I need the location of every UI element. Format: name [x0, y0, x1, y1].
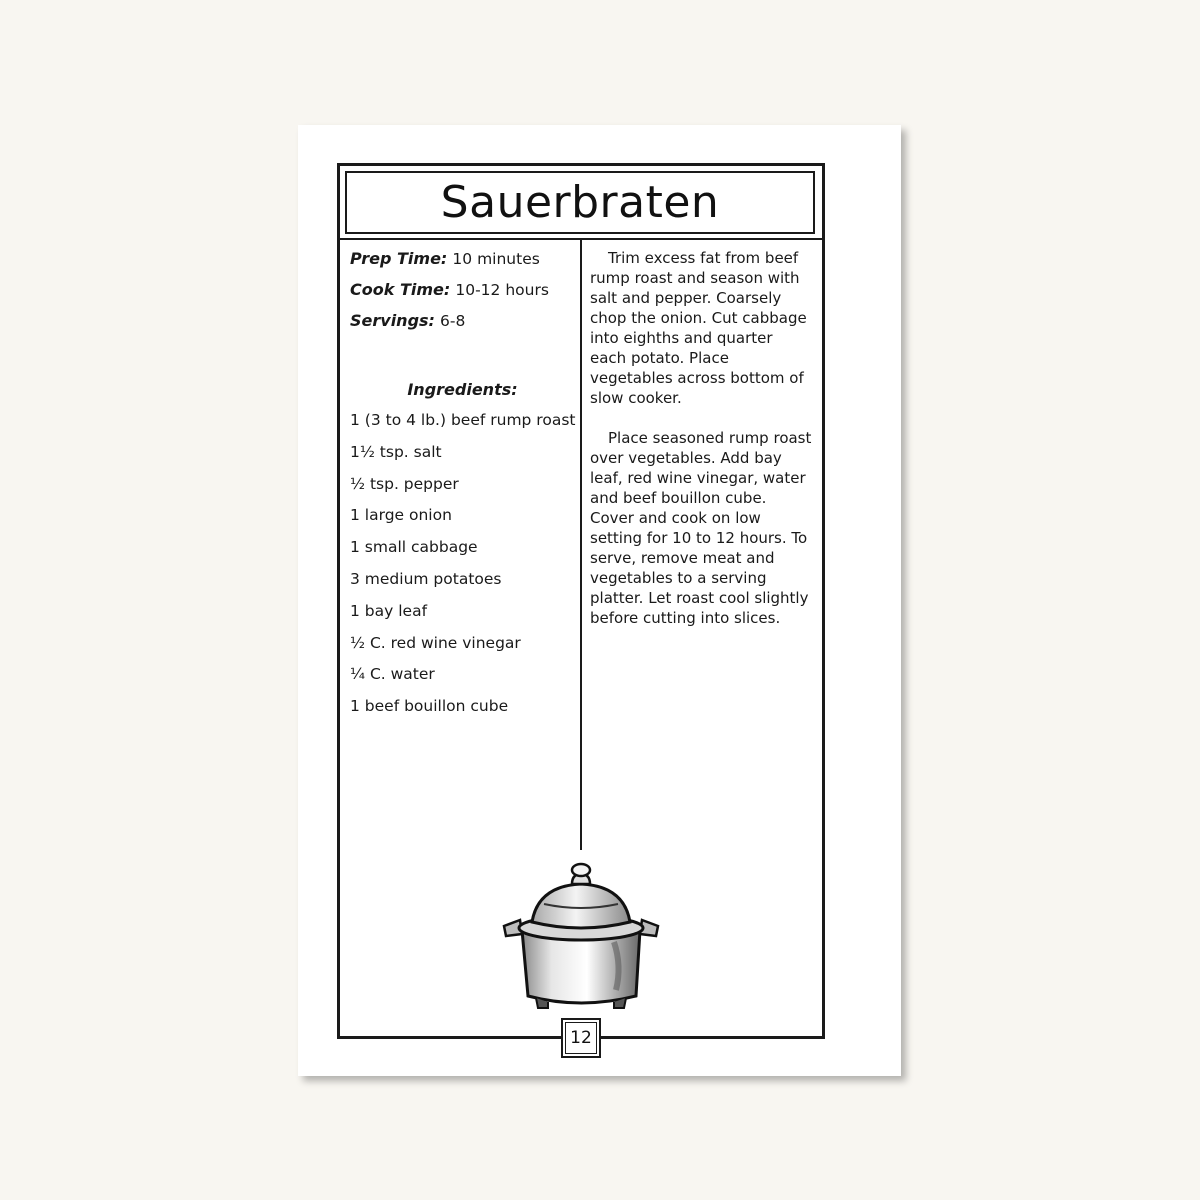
cook-time-value: 10-12 hours [455, 281, 549, 299]
recipe-details-column [350, 246, 575, 725]
ingredient-item: 1 large onion [350, 506, 452, 525]
recipe-title: Sauerbraten [440, 177, 720, 228]
ingredient-item: 1 beef bouillon cube [350, 697, 509, 716]
ingredient-item: 3 medium potatoes [350, 569, 502, 588]
cook-time-row [350, 277, 575, 308]
title-box [345, 171, 815, 234]
servings-row [350, 308, 575, 339]
directions-column [590, 248, 812, 648]
recipe-frame [337, 163, 825, 1048]
prep-time-label: Prep Time: [350, 249, 448, 268]
servings-label: Servings: [350, 311, 435, 330]
prep-time-row [350, 246, 575, 277]
cook-time-label: Cook Time: [350, 280, 451, 299]
ingredient-item: ¼ C. water [350, 665, 435, 684]
servings-value: 6-8 [440, 312, 466, 330]
slow-cooker-icon [498, 856, 664, 1016]
ingredient-item: 1½ tsp. salt [350, 442, 442, 461]
page-number: 12 [565, 1022, 597, 1054]
column-divider [580, 240, 582, 850]
recipe-page [298, 125, 901, 1076]
page-number-box [561, 1018, 601, 1058]
prep-time-value: 10 minutes [452, 250, 540, 268]
direction-paragraph: Place seasoned rump roast over vegetables. Add bay leaf, red wine vinegar, water and beef bouillon cube. Cover and cook on low setting for 10 to 12 hours. To serve, remove meat and vegetables to a serving platter. Let roast cool slightly before cutting into slices. [590, 429, 812, 627]
direction-paragraph: Trim excess fat from beef rump roast and season with salt and pepper. Coarsely chop the onion. Cut cabbage into eighths and quarter each potato. Place vegetables across bottom of slow cooker. [590, 249, 807, 407]
ingredient-item: 1 small cabbage [350, 538, 478, 557]
ingredient-item: ½ C. red wine vinegar [350, 633, 521, 652]
ingredient-item: 1 bay leaf [350, 601, 428, 620]
ingredients-heading: Ingredients: [407, 380, 518, 399]
ingredients-list [350, 407, 575, 725]
ingredient-item: ½ tsp. pepper [350, 474, 459, 493]
ingredient-item: 1 (3 to 4 lb.) beef rump roast [350, 411, 576, 429]
